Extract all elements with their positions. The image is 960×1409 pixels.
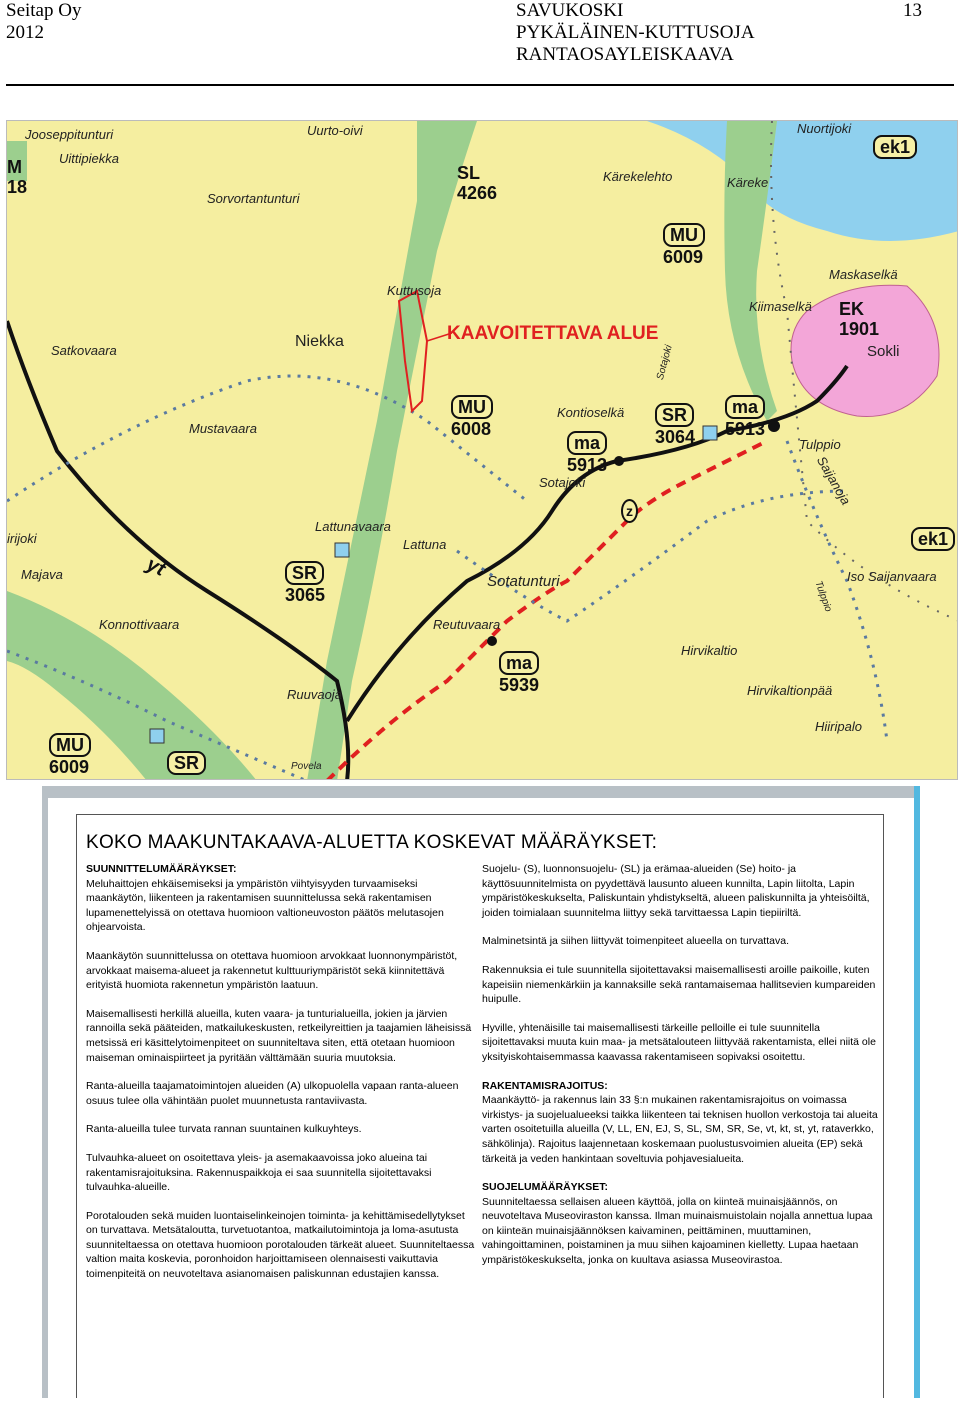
code-number: 5913 (725, 419, 766, 439)
title-line-1: SAVUKOSKI (516, 0, 624, 21)
regulations-excerpt (42, 786, 920, 1398)
code-number: 1901 (839, 319, 880, 339)
regulations-left-column (86, 862, 478, 1296)
point-ma5913 (614, 456, 624, 466)
place-iso-saijanvaara: Iso Saijanvaara (847, 569, 937, 584)
title-line-3: RANTAOSAYLEISKAAVA (516, 44, 734, 65)
code-label: M (7, 157, 22, 177)
code-sr-3065 (285, 561, 325, 605)
regulation-paragraph: Meluhaittojen ehkäisemiseksi ja ympäristön viihtyisyyden turvaamiseksi maankäytön, liikenteen ja rakentamisen suunnittelussa sekä rakentamisen lupamenettelyissä on otettava huomioon valtioneuvoston päätös melutasojen ohjearvoista. (86, 877, 444, 934)
place-majava: Majava (21, 567, 63, 582)
code-label: MU (663, 223, 705, 247)
place-ruuvaoja: Ruuvaoja (287, 687, 342, 702)
code-sr-3064 (655, 403, 695, 447)
scan-edge-bar (914, 786, 920, 1398)
code-number: 5913 (567, 455, 608, 475)
place-karekelehto: Kärekelehto (603, 169, 673, 184)
protection-regulations-heading: SUOJELUMÄÄRÄYKSET: (482, 1181, 609, 1194)
code-number: 6009 (49, 757, 90, 777)
point-ma5913b (768, 420, 780, 432)
z-symbol (621, 499, 638, 523)
code-label: MU (49, 733, 91, 757)
place-sotajoki-river: Sotajoki (654, 343, 675, 382)
code-label: SR (285, 561, 324, 585)
place-satkovaara: Satkovaara (51, 343, 117, 358)
place-irijoki: irijoki (7, 531, 37, 546)
place-lattuna: Lattuna (403, 537, 447, 552)
place-hirvikaltionpaa: Hirvikaltionpää (747, 683, 833, 698)
place-kiimaselka: Kiimaselkä (749, 299, 812, 314)
code-number: 5939 (499, 675, 540, 695)
regulation-paragraph: Rakennuksia ei tule suunnitella sijoitettavaksi maisemallisesti aroille paikoille, kuten kapeisiin niemenkärkiin ja kannaksille sekä rantamaisemaa hallitsevien kumpareiden huipulle. (482, 963, 876, 1006)
place-nuortijoki: Nuortijoki (797, 121, 852, 136)
place-saijanoja: Saijanoja (813, 453, 854, 508)
code-ma-5913-east (725, 395, 765, 439)
code-label: SR (167, 751, 206, 775)
place-hirvikaltio: Hirvikaltio (681, 643, 738, 658)
code-ek1-north (873, 135, 917, 159)
code-mu-6009 (663, 223, 705, 267)
code-number: 3065 (285, 585, 326, 605)
place-tulppio-river: Tulppio (812, 579, 834, 614)
place-sorvortantunturi: Sorvortantunturi (207, 191, 300, 206)
place-tulppio: Tulppio (799, 437, 841, 452)
place-mustavaara: Mustavaara (189, 421, 257, 436)
regulation-paragraph: Ranta-alueilla tulee turvata rannan suuntainen kulkuyhteys. (86, 1123, 362, 1136)
regulation-paragraph: Porotalouden sekä muiden luontaiselinkeinojen toiminta- ja kehittämisedellytykset on turvattava. Metsätaloutta, turvetuotantoa, matkailutoimintoja ja loma-asutusta suunniteltaessa on otettava huomioon porotalouden tärkeät alueet. Suunniteltaessa valtion maita koskevia, poronhoidon harjoittamiseen olennaisesti vaikuttavia toimenpiteitä on neuvoteltava asianomaisen paliskunnan edustajien kanssa. (86, 1209, 475, 1281)
code-label: ma (499, 651, 539, 675)
place-reutuvaara: Reutuvaara (433, 617, 501, 632)
code-ek1-east (911, 527, 955, 551)
code-mu-6008 (451, 395, 493, 439)
regulation-paragraph: Ranta-alueilla taajamatoimintojen alueiden (A) ulkopuolella vapaan ranta-alueen osuus tulee olla vähintään puolet muunnetusta rantaviivasta. (86, 1080, 459, 1107)
building-restriction-text: Maankäyttö- ja rakennus lain 33 §:n mukainen rakentamisrajoitus on voimassa virkistys- ja suojelualueeksi taikka liikenteen tai teknisen huollon verkostoja tai alueita varten osoitetuilla alueilla (V, LL, EN, EJ, S, SL, SM, SR, Se, vt, kt, st, yt, rataverkko, sähkölinja). Rajoitus laajennetaan koskemaan puolustusvoimien alueita (EP) sekä tärkeitä ja veden hankintaan soveltuvia pohjavesialueita. (482, 1094, 878, 1165)
place-lattunavaara: Lattunavaara (315, 519, 391, 534)
page-header (0, 0, 960, 88)
symbol-sr-south (150, 729, 164, 743)
building-restriction-heading: RAKENTAMISRAJOITUS: (482, 1079, 608, 1092)
planning-regulations-heading: SUUNNITTELUMÄÄRÄYKSET: (86, 863, 237, 875)
place-hiiripalo: Hiiripalo (815, 719, 862, 734)
header-rule (6, 84, 954, 86)
place-maskaselka: Maskaselkä (829, 267, 898, 282)
code-number: 6008 (451, 419, 492, 439)
point-ma5939 (487, 636, 497, 646)
code-sr-south (167, 751, 206, 775)
code-number: 18 (7, 177, 28, 197)
code-label: SL (457, 163, 481, 183)
regulation-paragraph: Tulvauhka-alueet on osoitettava yleis- ja asemakaavoissa joko alueina tai rakentamisrajoituksina. Rakennuspaikkoja ei saa suunnitella sijoitettavaksi tulvauhka-alueille. (86, 1151, 432, 1194)
code-ma-5939 (499, 651, 539, 695)
code-label: SR (655, 403, 694, 427)
regional-plan-map (6, 120, 958, 780)
place-kareke: Käreke (727, 175, 769, 190)
symbol-sr3064 (703, 426, 717, 440)
symbol-sr3065 (335, 543, 349, 557)
place-sotatunturi: Sotatunturi (487, 573, 560, 590)
company-name: Seitap Oy (6, 0, 82, 21)
place-uurto-oivi: Uurto-oivi (307, 123, 363, 138)
code-label: MU (451, 395, 493, 419)
code-label: ma (725, 395, 765, 419)
title-line-2: PYKÄLÄINEN-KUTTUSOJA (516, 22, 755, 43)
regulation-paragraph: Hyville, yhtenäisille tai maisemallisesti tärkeille pelloille ei tule suunnitella sijoitettavaksi muuta kuin maa- ja metsätalouteen liittyvää rakentamista, ellei niitä ole yksityiskohtaisemmassa kaavassa rakentamiseen sopivaksi osoitettu. (482, 1021, 876, 1063)
place-povela: Povela (291, 761, 322, 772)
place-sotajoki: Sotajoki (539, 475, 586, 490)
code-ma-5913-west (567, 431, 607, 475)
code-ek-1901 (839, 299, 879, 339)
place-sokli: Sokli (867, 343, 900, 360)
code-label: ma (567, 431, 607, 455)
place-jooseppitunturi: Jooseppitunturi (25, 127, 114, 142)
road-label-yt: yt (143, 553, 169, 581)
protection-regulations-text: Suunniteltaessa sellaisen alueen käyttöä, jolla on kiinteä muinaisjäännös, on neuvoteltava Museoviraston kanssa. Ilman muinaismuistolain nojalla annettua lupaa on kiinteän muinaisjäännöksen kaivaminen, peittäminen, muuttaminen, vahingoittaminen, poistaminen ja muu siihen kajoaminen kielletty. Lupaa haetaan ympäristökeskukselta, jonka on kuultava asiassa Museovirastoa. (482, 1195, 873, 1267)
place-uittipiekka: Uittipiekka (59, 151, 119, 166)
code-label: ek1 (911, 527, 955, 551)
regulation-paragraph: Maisemallisesti herkillä alueilla, kuten vaara- ja tunturialueilla, jokien ja järvien rannoilla sekä pääteiden, matkailukeskusten, retkeilyreittien ja taajamien läheisissä metsissä eri käsittelytoimenpiteet on suunniteltava siten, että otetaan huomioon maiseman ominaispiirteet ja pyritään välttämään suuria muutoksia. (86, 1007, 472, 1064)
page-number: 13 (903, 0, 922, 21)
code-number: 3064 (655, 427, 696, 447)
header-center (516, 0, 755, 66)
code-number: 4266 (457, 183, 498, 203)
header-left (6, 0, 81, 44)
place-konnottivaara: Konnottivaara (99, 617, 180, 632)
code-m-18 (7, 157, 27, 197)
regulation-paragraph: Malminetsintä ja siihen liittyvät toimenpiteet alueella on turvattava. (482, 935, 789, 948)
code-label: ek1 (873, 135, 917, 159)
code-sl-4266 (457, 163, 497, 203)
year: 2012 (6, 22, 44, 43)
regulation-paragraph: Suojelu- (S), luonnonsuojelu- (SL) ja erämaa-alueiden (Se) hoito- ja käyttösuunnitelmista on pyydettävä lausunto alueen kunnilta, Lapin liitolta, Lapin ympäristökeskukselta, Paliskuntain yhdistykseltä, alueen paliskunnilta ja yhteisöiltä, joiden toimialaan suunnitelma liittyy sekä tarvittaessa Lapin tiepiiriltä. (482, 863, 870, 919)
place-niekka: Niekka (295, 333, 344, 350)
regulations-right-column (482, 862, 880, 1282)
regulations-page (48, 798, 916, 1398)
place-kontioselka: Kontioselkä (557, 405, 625, 420)
z-symbol-text: z (621, 499, 638, 523)
place-kuttusoja: Kuttusoja (387, 283, 442, 298)
regulations-title: KOKO MAAKUNTAKAAVA-ALUETTA KOSKEVAT MÄÄRÄYKSET: (86, 832, 658, 853)
regulation-paragraph: Maankäytön suunnittelussa on otettava huomioon arvokkaat luonnonympäristöt, arvokkaat maisema-alueet ja rakennetut kulttuuriympäristöt sekä kiinnitettävä erityistä huomiota rakennetun ympäristön laatuun. (86, 949, 458, 992)
kaavoitettava-alue-label: KAAVOITETTAVA ALUE (447, 323, 659, 344)
code-mu-6009-south (49, 733, 91, 777)
code-number: 6009 (663, 247, 704, 267)
code-label: EK (839, 299, 865, 319)
